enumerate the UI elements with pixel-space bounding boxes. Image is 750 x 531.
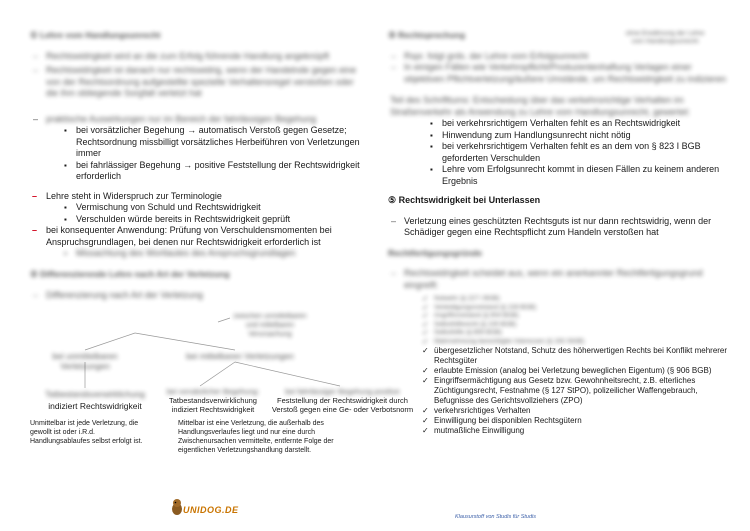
blurred-line: – Rechtswidrigkeit wird an die zum Erfolg führende Handlung angeknüpft — [30, 51, 360, 63]
blurred-line: – Differenzierung nach Art der Verletzung — [30, 290, 360, 302]
list-item: ▪ bei verkehrsrichtigem Verhalten fehlt es an dem von § 823 I BGB geforderten Verschulden — [388, 141, 728, 164]
check-item: ✓ erlaubte Emission (analog bei Verletzung beweglichen Eigentum) (§ 906 BGB) — [388, 366, 728, 376]
section-heading-justification: Rechtfertigungsgründe — [388, 247, 482, 258]
note-direct: Unmittelbar ist jede Verletzung, die gewollt ist oder i.R.d. Handlungsablaufes selbst erfolgt ist. — [30, 420, 143, 445]
tree-node-direct: bei unmittelbaren Verletzungen — [52, 351, 118, 371]
blurred-line: – Rechtswidrigkeit ist danach nur rechtswidrig, wenn der Handelnde gegen eine von der Rechtsordnung aufgestellte spezielle Verhaltensregel verstoßen oder die ihm obliegende Sorgfalt verletzt hat — [30, 65, 360, 100]
contradiction-line: – Lehre steht in Widerspruch zur Terminologie — [30, 191, 360, 203]
tree-leaf-line: bei fahrlässiger Begehung positive — [285, 387, 400, 396]
section-heading-differentiating: ② Differenzierende Lehre nach Art der Verletzung — [30, 268, 230, 279]
tree-leaf-line: Feststellung der Rechtswidrigkeit durch — [277, 396, 408, 405]
blurred-line: – Rechtswidrigkeit scheidet aus, wenn ein anerkannter Rechtfertigungsgrund eingreift: — [388, 268, 728, 291]
check-item: ✓ verkehrsrichtiges Verhalten — [388, 406, 728, 416]
check-item: ✓ Selbsthilfe (§ 859 BGB) — [388, 329, 728, 338]
list-item: ▪ bei verkehrsrichtigem Verhalten fehlt es an Rechtswidrigkeit — [388, 118, 728, 130]
tree-leaf-intentional — [158, 387, 268, 414]
consistent-line: – bei konsequenter Anwendung: Prüfung von Verschuldensmomenten bei Anspruchsgrundlagen, bei denen nur Rechtswidrigkeit erforderlich ist — [30, 225, 360, 248]
check-item: ✓ übergesetzlicher Notstand, Schutz des höherwertigen Rechts bei Konflikt mehrerer Rechtsgüter — [388, 346, 728, 366]
list-item: ▪ Vermischung von Schuld und Rechtswidrigkeit — [30, 202, 360, 214]
note-indirect: Mittelbar ist eine Verletzung, die außerhalb des Handlungsverlaufes liegt und nur eine durch Zwischenursachen vermittelte, entfernte Folge der eigentlichen Verletzungshandlung darstellt. — [178, 420, 334, 454]
tree-leaf-line: Tatbestandsverwirklichung — [45, 389, 145, 399]
check-item: ✓ Wahrnehmung berechtigter Interessen (§ 193 StGB) — [388, 338, 728, 347]
tree-node-indirect: bei mittelbaren Verletzungen — [186, 351, 294, 361]
list-item: ▪ bei fahrlässiger Begehung → positive Feststellung der Rechtswidrigkeit erforderlich — [30, 160, 360, 183]
tree-leaf-line: Verstoß gegen eine Ge- oder Verbotsnorm — [271, 405, 414, 414]
check-item: ✓ Selbsthilferecht (§ 229 BGB) — [388, 321, 728, 330]
blurred-paragraph: Teil des Schrifttums: Entscheidung über das verkehrsrichtige Verhalten im Straßenverkehr als Anwendung zu Lehre vom Handlungsunrecht, gewertet: — [390, 95, 691, 117]
check-item: ✓ Einwilligung bei disponiblen Rechtsgütern — [388, 416, 728, 426]
check-item: ✓ Angriffsnotstand (§ 904 BGB) — [388, 312, 728, 321]
blurred-line: – Rspr. folgt grds. der Lehre vom Erfolgsunrecht — [388, 51, 728, 63]
section-heading-case-law: ③ Rechtsprechung — [388, 30, 466, 40]
list-item: ▪ Verschulden würde bereits in Rechtswidrigkeit geprüft — [30, 214, 360, 226]
tree-leaf-direct — [40, 389, 150, 411]
tree-leaf-line: Tatbestandsverwirklichung — [169, 396, 257, 405]
list-item: ▪ Hinwendung zum Handlungsunrecht nicht nötig — [388, 130, 728, 142]
footer-credit: Klausurstoff von Studis für Studis — [455, 514, 537, 520]
right-column — [388, 30, 728, 436]
tree-leaf-line: indiziert Rechtswidrigkeit — [171, 405, 255, 414]
tree-leaf-line: bei vorsätzlicher Begehung: — [166, 387, 260, 396]
check-item: ✓ Notwehr (§ 227 I BGB) — [388, 295, 728, 304]
omission-line: – Verletzung eines geschützten Rechtsguts ist nur dann rechtswidrig, wenn der Schädiger gegen eine Rechtspflicht zum Handeln verstoßen hat — [388, 216, 728, 239]
side-label: zwischen unmittelbaren und mittelbaren Verursachung — [233, 313, 307, 338]
check-item: ✓ Eingriffsermächtigung aus Gesetz bzw. Gewohnheitsrecht, z.B. elterliches Züchtigungsrecht, Festnahme (§ 127 StPO), polizeilicher Waffengebrauch, Befugnisse des Gerichtsvollziehers (ZPO) — [388, 376, 728, 406]
tree-leaf-line: indiziert Rechtswidrigkeit — [48, 401, 142, 411]
side-note: ohne Erwähnung der Lehre vom Handlungsunrecht — [625, 30, 705, 45]
check-item: ✓ Verteidigungsnotstand (§ 228 BGB) — [388, 304, 728, 313]
section-heading-action-wrong: ① Lehre vom Handlungsunrecht — [30, 30, 161, 40]
section-heading-omission: ⑤ Rechtswidrigkeit bei Unterlassen — [388, 195, 541, 205]
list-item: ▪ Lehre vom Erfolgsunrecht kommt in diesen Fällen zu keinem anderen Ergebnis — [388, 164, 728, 187]
check-item: ✓ mutmaßliche Einwilligung — [388, 426, 728, 436]
practical-line-text: praktische Auswirkungen nur im Bereich der fahrlässigen Begehung — [46, 113, 317, 124]
dog-logo-icon — [170, 498, 184, 516]
list-item: ▪ bei vorsätzlicher Begehung → automatisch Verstoß gegen Gesetze; Rechtsordnung missbilligt vorsätzliches Herbeiführen von Verletzungen immer — [30, 125, 360, 160]
site-logo-text: UNIDOG.DE — [183, 505, 239, 515]
list-item: ▪ Missachtung des Wortlautes des Anspruchsgrundlagen — [30, 248, 360, 260]
blurred-line: – In einigen Fällen wie Verkehrspflicht/Produzentenhaftung Verlagen einer objektiven Pflichtverletzung/äußere Umstände, um Rechtswidrigkeit zu indizieren — [388, 62, 728, 85]
